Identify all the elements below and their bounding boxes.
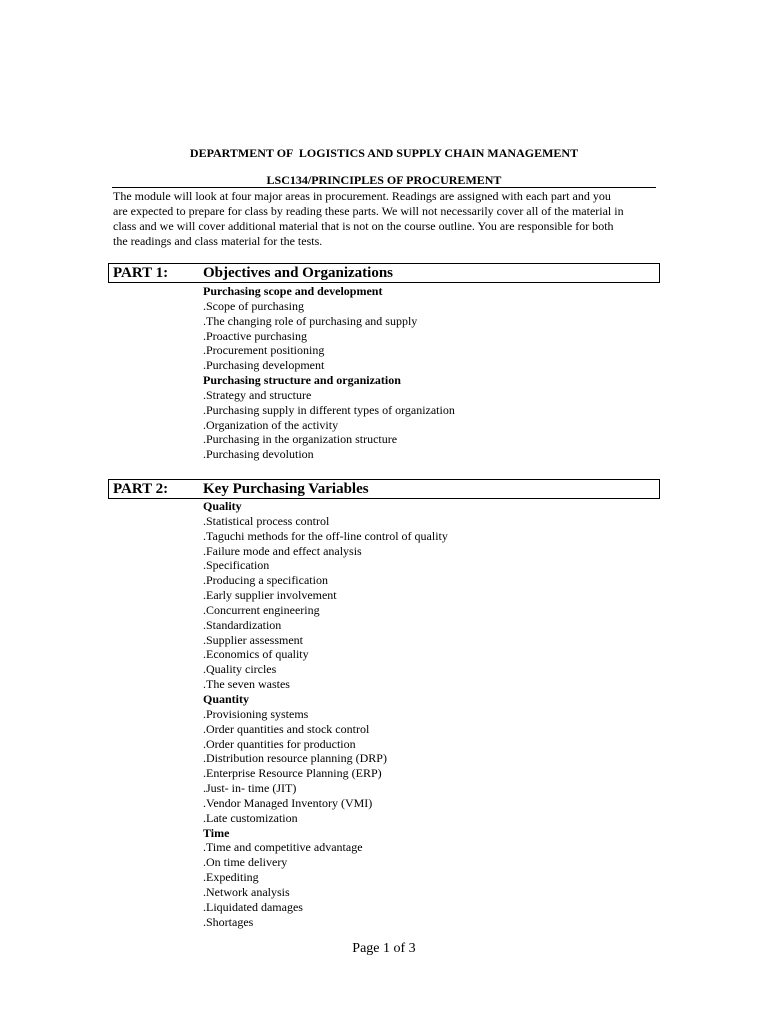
topic-item: .Vendor Managed Inventory (VMI)	[203, 795, 373, 810]
topic-item: .Scope of purchasing	[203, 298, 304, 313]
section-heading: Time	[203, 825, 230, 840]
part-1-header-box	[108, 263, 660, 283]
intro-line: The module will look at four major areas in procurement. Readings are assigned with each part and you	[113, 189, 611, 203]
topic-item: .Producing a specification	[203, 573, 328, 588]
topic-item: .Quality circles	[203, 662, 277, 677]
topic-item: .The changing role of purchasing and supply	[203, 313, 418, 328]
intro-line: class and we will cover additional material that is not on the course outline. You are responsible for both	[113, 219, 614, 233]
section-heading: Purchasing structure and organization	[203, 373, 401, 388]
intro-line: are expected to prepare for class by reading these parts. We will not necessarily cover all of the material in	[113, 204, 624, 218]
topic-item: .Concurrent engineering	[203, 602, 320, 617]
part-number: PART 1:	[113, 265, 169, 281]
topic-item: .Network analysis	[203, 884, 290, 899]
part-1-topic-list	[203, 284, 653, 462]
topic-item: .Provisioning systems	[203, 706, 309, 721]
topic-item: .Liquidated damages	[203, 899, 303, 914]
topic-item: .The seven wastes	[203, 677, 290, 692]
topic-item: .Statistical process control	[203, 513, 330, 528]
topic-item: .Supplier assessment	[203, 632, 303, 647]
topic-item: .Time and competitive advantage	[203, 840, 363, 855]
topic-item: .Just- in- time (JIT)	[203, 781, 297, 796]
topic-item: .Order quantities and stock control	[203, 721, 370, 736]
part-title: Objectives and Organizations	[203, 265, 393, 281]
intro-paragraph	[113, 189, 658, 249]
topic-item: .On time delivery	[203, 855, 288, 870]
topic-item: .Distribution resource planning (DRP)	[203, 751, 387, 766]
part-2-header-box	[108, 479, 660, 499]
topic-item: .Economics of quality	[203, 647, 309, 662]
topic-item: .Purchasing in the organization structure	[203, 432, 398, 447]
topic-item: .Organization of the activity	[203, 417, 339, 432]
section-heading: Purchasing scope and development	[203, 284, 383, 298]
title-underline	[112, 187, 656, 188]
part-title: Key Purchasing Variables	[203, 481, 369, 497]
intro-line: the readings and class material for the tests.	[113, 234, 323, 248]
topic-item: .Early supplier involvement	[203, 588, 337, 603]
topic-item: .Purchasing development	[203, 358, 325, 373]
part-number: PART 2:	[113, 481, 169, 497]
topic-item: .Standardization	[203, 617, 282, 632]
section-heading: Quantity	[203, 691, 250, 706]
part-2-topic-list	[203, 499, 653, 929]
section-heading: Quality	[203, 499, 242, 513]
topic-item: .Strategy and structure	[203, 387, 312, 402]
page-number: Page 1 of 3	[352, 941, 416, 956]
topic-item: .Specification	[203, 558, 270, 573]
topic-item: .Purchasing devolution	[203, 447, 314, 462]
topic-item: .Failure mode and effect analysis	[203, 543, 362, 558]
topic-item: .Taguchi methods for the off-line control of quality	[203, 528, 448, 543]
topic-item: .Shortages	[203, 914, 254, 929]
topic-item: .Procurement positioning	[203, 343, 325, 358]
department-title: DEPARTMENT OF LOGISTICS AND SUPPLY CHAIN MANAGEMENT	[189, 146, 579, 160]
topic-item: .Order quantities for production	[203, 736, 356, 751]
topic-item: .Late customization	[203, 810, 298, 825]
topic-item: .Enterprise Resource Planning (ERP)	[203, 766, 382, 781]
course-title: LSC134/PRINCIPLES OF PROCUREMENT	[266, 173, 502, 187]
topic-item: .Proactive purchasing	[203, 328, 307, 343]
topic-item: .Expediting	[203, 870, 259, 885]
topic-item: .Purchasing supply in different types of organization	[203, 402, 455, 417]
